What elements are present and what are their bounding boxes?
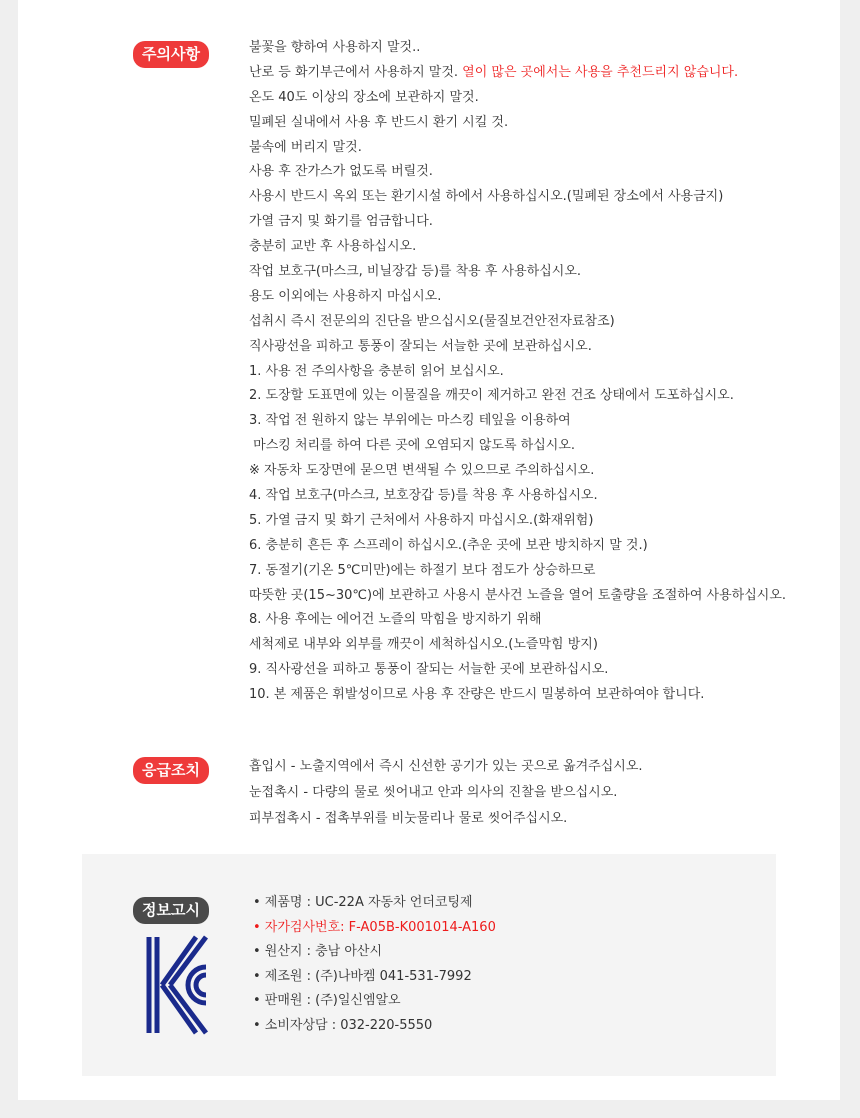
caution-line [249, 260, 786, 285]
caution-line [249, 335, 786, 360]
caution-line [249, 409, 786, 434]
caution-line-text: 작업 보호구(마스크, 비닐장갑 등)를 착용 후 사용하십시오. [249, 264, 582, 280]
caution-line [249, 111, 786, 136]
emergency-list [249, 754, 643, 832]
caution-line-text: 가열 금지 및 화기를 엄금합니다. [249, 214, 433, 230]
info-badge: 정보고시 [133, 897, 209, 924]
caution-line [249, 484, 786, 509]
caution-line [249, 608, 786, 633]
caution-badge: 주의사항 [133, 41, 209, 68]
caution-line [249, 86, 786, 111]
caution-line [249, 534, 786, 559]
info-item: • 자가검사번호: F-A05B-K001014-A160 [253, 919, 496, 935]
info-item: • 판매원 : (주)일신엠알오 [253, 993, 401, 1008]
emergency-line: 흡입시 - 노출지역에서 즉시 신선한 공기가 있는 곳으로 옮겨주십시오. [249, 759, 643, 774]
caution-line-text: 직사광선을 피하고 통풍이 잘되는 서늘한 곳에 보관하십시오. [249, 338, 592, 354]
caution-line [249, 360, 786, 385]
info-item: • 원산지 : 충남 아산시 [253, 944, 383, 959]
caution-line-text: 불꽃을 향하여 사용하지 말것.. [249, 40, 421, 55]
emergency-line: 피부접촉시 - 접촉부위를 비눗물리나 물로 씻어주십시오. [249, 811, 568, 826]
info-list [253, 891, 496, 1038]
info-item: • 제품명 : UC-22A 자동차 언더코팅제 [253, 895, 473, 910]
caution-line-text: 2. 도장할 도표면에 있는 이물질을 깨끗이 제거하고 완전 건조 상태에서 도포하십시오. [249, 388, 734, 404]
caution-line-text: 9. 직사광선을 피하고 통풍이 잘되는 서늘한 곳에 보관하십시오. [249, 662, 609, 678]
caution-line [249, 633, 786, 658]
caution-line [249, 658, 786, 683]
info-item: • 소비자상담 : 032-220-5550 [253, 1017, 433, 1033]
caution-line-text: 4. 작업 보호구(마스크, 보호장갑 등)를 착용 후 사용하십시오. [249, 488, 598, 504]
caution-line-text: 밀폐된 실내에서 사용 후 반드시 환기 시킬 것. [249, 114, 509, 130]
caution-line-text: 사용시 반드시 옥외 또는 환기시설 하에서 사용하십시오.(밀폐된 장소에서 사용금지) [249, 189, 724, 205]
caution-line-text: 섭취시 즉시 전문의의 진단을 받으십시오(물질보건안전자료참조) [249, 313, 615, 329]
caution-line-text: 1. 사용 전 주의사항을 충분히 읽어 보십시오. [249, 363, 504, 379]
caution-list [249, 36, 786, 708]
kc-certification-logo [144, 934, 212, 1036]
caution-line [249, 459, 786, 484]
caution-line [249, 185, 786, 210]
caution-line-text: 8. 사용 후에는 에어건 노즐의 막힘을 방지하기 위해 [249, 612, 542, 628]
caution-line [249, 136, 786, 161]
caution-line [249, 509, 786, 534]
product-notice-page [18, 0, 840, 1100]
caution-line-text: 7. 동절기(기온 5℃미만)에는 하절기 보다 점도가 상승하므로 [249, 562, 596, 578]
caution-line [249, 310, 786, 335]
caution-line-text: ※ 자동차 도장면에 묻으면 변색될 수 있으므로 주의하십시오. [249, 463, 595, 479]
caution-line [249, 434, 786, 459]
caution-line [249, 210, 786, 235]
emergency-badge: 응급조치 [133, 757, 209, 784]
caution-line-text: 사용 후 잔가스가 없도록 버릴것. [249, 164, 433, 180]
caution-line [249, 584, 786, 609]
emergency-line: 눈접촉시 - 다량의 물로 씻어내고 안과 의사의 진찰을 받으십시오. [249, 785, 618, 800]
caution-line-text: 따뜻한 곳(15~30℃)에 보관하고 사용시 분사건 노즐을 열어 토출량을 조절하여 사용하십시오. [249, 587, 787, 603]
info-box [82, 854, 776, 1076]
caution-line-highlight: 열이 많은 곳에서는 사용을 추천드리지 않습니다. [462, 64, 739, 80]
caution-line-text: 세척제로 내부와 외부를 깨끗이 세척하십시오.(노즐막힘 방지) [249, 637, 598, 653]
caution-line [249, 285, 786, 310]
caution-line-text: 3. 작업 전 원하지 않는 부위에는 마스킹 테잎을 이용하여 [249, 413, 571, 429]
caution-line-text: 난로 등 화기부근에서 사용하지 말것. [249, 64, 463, 80]
caution-line-text: 마스킹 처리를 하여 다른 곳에 오염되지 않도록 하십시오. [249, 438, 576, 454]
caution-line [249, 61, 786, 86]
caution-line [249, 559, 786, 584]
caution-line-text: 충분히 교반 후 사용하십시오. [249, 239, 417, 255]
caution-line [249, 160, 786, 185]
caution-line-text: 10. 본 제품은 휘발성이므로 사용 후 잔량은 반드시 밀봉하여 보관하여야 합니다. [249, 687, 705, 703]
caution-line-text: 5. 가열 금지 및 화기 근처에서 사용하지 마십시오.(화재위험) [249, 512, 594, 528]
info-item: • 제조원 : (주)나바켐 041-531-7992 [253, 968, 472, 984]
caution-line [249, 683, 786, 708]
caution-line-text: 용도 이외에는 사용하지 마십시오. [249, 288, 442, 304]
caution-line [249, 235, 786, 260]
caution-line [249, 384, 786, 409]
caution-line-text: 온도 40도 이상의 장소에 보관하지 말것. [249, 89, 479, 105]
caution-line-text: 6. 충분히 흔든 후 스프레이 하십시오.(추운 곳에 보관 방치하지 말 것.) [249, 537, 648, 553]
caution-line [249, 36, 786, 61]
caution-line-text: 불속에 버리지 말것. [249, 139, 362, 155]
